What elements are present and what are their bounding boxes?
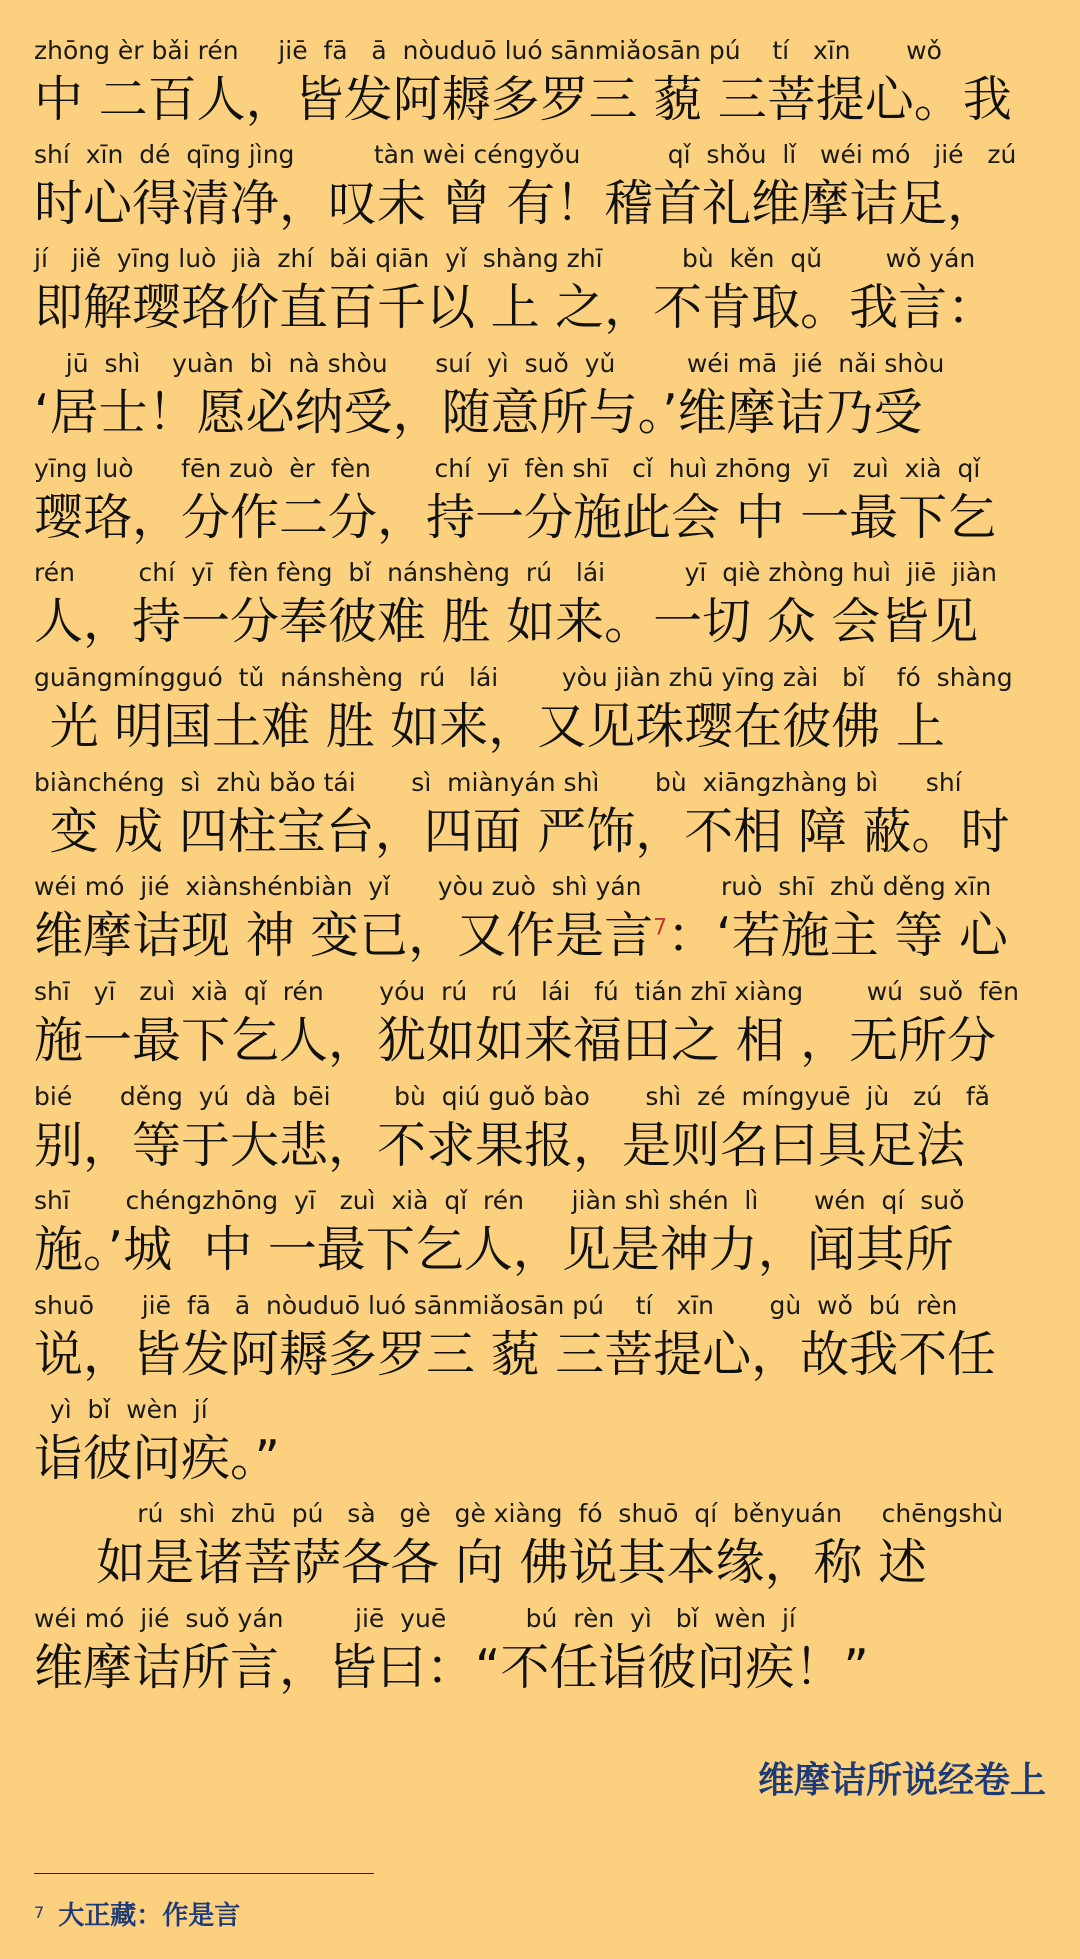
hanzi-row: 中 二百人，皆发阿耨多罗三 藐 三菩提心。我 xyxy=(34,71,1012,128)
hanzi-row: 诣彼问疾。” xyxy=(34,1430,280,1487)
hanzi-row: 时心得清净，叹未 曾 有！稽首礼维摩诘足， xyxy=(34,175,997,232)
text-line-12 xyxy=(34,1184,1046,1282)
text-line-10 xyxy=(34,975,1046,1073)
pinyin-row: biànchéng sì zhù bǎo tái sì miànyán shì bù xiāngzhàng bì shí xyxy=(34,768,962,797)
text-line-14 xyxy=(34,1393,1046,1491)
text-line-7 xyxy=(34,661,1046,759)
hanzi-segment: ：‘若施主 等 心 xyxy=(667,907,1008,964)
pinyin-row: zhōng èr bǎi rén jiē fā ā nòuduō luó sānmiǎosān pú tí xīn wǒ xyxy=(34,36,942,65)
footnote xyxy=(34,1893,240,1933)
hanzi-row: 即解璎珞价直百千以 上 之，不肯取。我言： xyxy=(34,279,997,336)
pinyin-row: jí jiě yīng luò jià zhí bǎi qiān yǐ shàng zhī bù kěn qǔ wǒ yán xyxy=(34,244,976,273)
hanzi-row: 璎珞，分作二分，持一分施此会 中 一最下乞 xyxy=(34,489,997,546)
hanzi-row: 变 成 四柱宝台，四面 严饰，不相 障 蔽。时 xyxy=(34,803,1010,860)
pinyin-row: wéi mó jié suǒ yán jiē yuē bú rèn yì bǐ wèn jí xyxy=(34,1604,796,1633)
pinyin-row: shí xīn dé qīng jìng tàn wèi céngyǒu qǐ shǒu lǐ wéi mó jié zú xyxy=(34,140,1017,169)
hanzi-row: 人，持一分奉彼难 胜 如来。一切 众 会皆见 xyxy=(34,593,979,650)
text-line-4 xyxy=(34,347,1046,445)
pinyin-row: shī chéngzhōng yī zuì xià qǐ rén jiàn shì shén lì wén qí suǒ xyxy=(34,1186,965,1215)
pinyin-row: shuō jiē fā ā nòuduō luó sānmiǎosān pú tí xīn gù wǒ bú rèn xyxy=(34,1291,958,1320)
text-line-8 xyxy=(34,766,1046,864)
footnote-text: 大正藏：作是言 xyxy=(58,1901,241,1932)
footnote-divider xyxy=(34,1873,374,1874)
closing-title: 维摩诘所说经卷上 xyxy=(757,1759,1046,1801)
pinyin-row: yì bǐ wèn jí xyxy=(34,1395,208,1424)
text-line-1 xyxy=(34,34,1046,132)
text-line-9 xyxy=(34,870,1046,968)
pinyin-row: shī yī zuì xià qǐ rén yóu rú rú lái fú tián zhī xiàng wú suǒ fēn xyxy=(34,977,1019,1006)
pinyin-row: guāngmíngguó tǔ nánshèng rú lái yòu jiàn zhū yīng zài bǐ fó shàng xyxy=(34,663,1013,692)
hanzi-row: 如是诸菩萨各各 向 佛说其本缘，称 述 xyxy=(34,1534,928,1591)
text-line-3 xyxy=(34,242,1046,340)
text-line-11 xyxy=(34,1080,1046,1178)
hanzi-row: 说，皆发阿耨多罗三 藐 三菩提心，故我不任 xyxy=(34,1326,997,1383)
pinyin-row: jū shì yuàn bì nà shòu suí yì suǒ yǔ wéi mā jié nǎi shòu xyxy=(34,349,945,378)
hanzi-segment: 维摩诘现 神 变已，又作是言 xyxy=(34,907,654,964)
footnote-marker[interactable]: 7 xyxy=(653,915,668,941)
footnote-number: 7 xyxy=(34,1903,45,1922)
pinyin-row: bié děng yú dà bēi bù qiú guǒ bào shì zé míngyuē jù zú fǎ xyxy=(34,1082,990,1111)
pinyin-row: rén chí yī fèn fèng bǐ nánshèng rú lái yī qiè zhòng huì jiē jiàn xyxy=(34,558,998,587)
pinyin-row: yīng luò fēn zuò èr fèn chí yī fèn shī cǐ huì zhōng yī zuì xià qǐ xyxy=(34,454,981,483)
text-line-2 xyxy=(34,138,1046,236)
hanzi-row: 别，等于大悲，不求果报，是则名曰具足法 xyxy=(34,1117,966,1174)
text-line-15 xyxy=(34,1497,1046,1595)
hanzi-row xyxy=(34,904,1046,968)
pinyin-row: wéi mó jié xiànshénbiàn yǐ yòu zuò shì yán ruò shī zhǔ děng xīn xyxy=(34,872,992,901)
hanzi-row: 维摩诘所言，皆曰：“不任诣彼问疾！” xyxy=(34,1639,869,1696)
hanzi-row: 光 明国土难 胜 如来，又见珠璎在彼佛 上 xyxy=(34,698,945,755)
text-line-5 xyxy=(34,452,1046,550)
pinyin-row: rú shì zhū pú sà gè gè xiàng fó shuō qí běnyuán chēngshù xyxy=(34,1499,1004,1528)
hanzi-row: 施一最下乞人，犹如如来福田之 相 ，无所分 xyxy=(34,1012,997,1069)
hanzi-row: ‘居士！愿必纳受，随意所与。’维摩诘乃受 xyxy=(34,384,923,441)
text-line-16 xyxy=(34,1602,1046,1700)
hanzi-row: 施。’城 中 一最下乞人，见是神力，闻其所 xyxy=(34,1221,954,1278)
text-line-6 xyxy=(34,556,1046,654)
text-line-13 xyxy=(34,1289,1046,1387)
